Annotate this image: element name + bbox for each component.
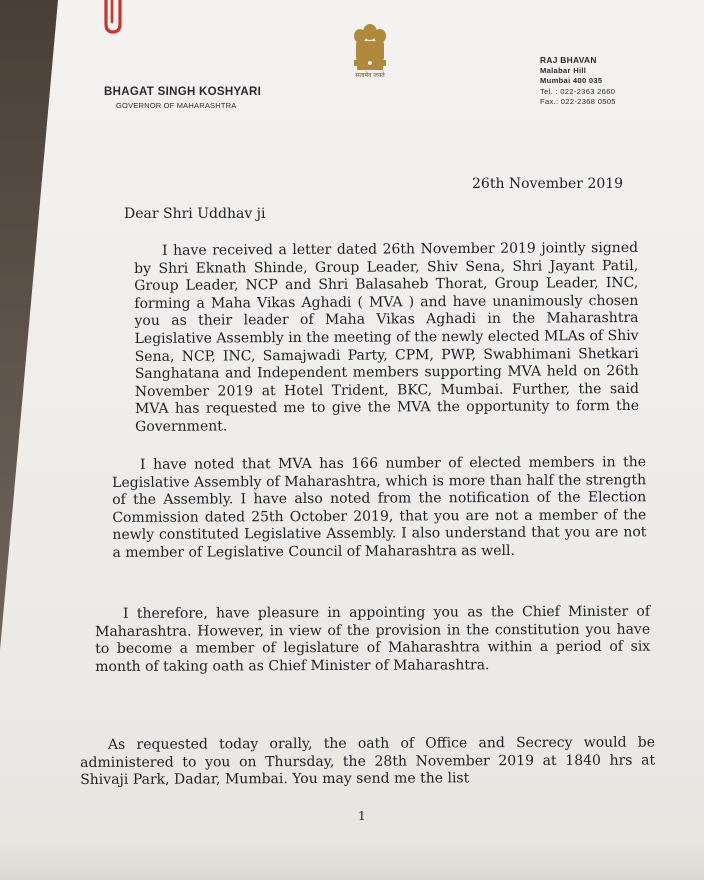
letter-date: 26th November 2019 [472, 176, 624, 192]
paperclip-icon [96, 0, 128, 34]
sender-name: BHAGAT SINGH KOSHYARI [104, 86, 262, 98]
telephone-line: Tel. : 022-2363 2660 [540, 86, 616, 96]
address-line: Malabar Hill [540, 65, 587, 75]
address-block [540, 55, 616, 108]
fax-line: Fax.: 022-2368 0505 [540, 97, 616, 106]
address-line: RAJ BHAVAN [540, 55, 597, 65]
salutation: Dear Shri Uddhav ji [124, 206, 266, 222]
paragraph-3: I therefore, have pleasure in appointing you as the Chief Minister of Maharashtra. However, in view of the provision in the constitution you have to become a member of legislature of Maharashtra within a period of six month of taking oath as Chief Minister of Maharashtra. [95, 603, 651, 675]
page-number: 1 [358, 809, 366, 823]
paragraph-4: As requested today orally, the oath of Office and Secrecy would be administered to you on Thursday, the 28th November 2019 at 1840 hrs at Shivaji Park, Dadar, Mumbai. You may send me the list [80, 734, 656, 789]
address-line: Mumbai 400 035 [540, 76, 603, 85]
paragraph-1: I have received a letter dated 26th November 2019 jointly signed by Shri Eknath Shinde, Group Leader, Shiv Sena, Shri Jayant Patil, Group Leader, NCP and Shri Balasaheb Thorat, Group Leader, INC, forming a Maha Vikas Aghadi ( MVA ) and have unanimously chosen you as their leader of Maha Vikas Aghadi in the Maharashtra Legislative Assembly in the meeting of the newly elected MLAs of Shiv Sena, NCP, INC, Samajwadi Party, CPM, PWP, Swabhimani Shetkari Sanghatana and Independent members supporting MVA held on 26th November 2019 at Hotel Trident, BKC, Mumbai. Further, the said MVA has requested me to give the MVA the opportunity to form the Government. [134, 239, 640, 435]
emblem-motto: सत्यमेव जयते [355, 72, 385, 79]
paragraph-2: I have noted that MVA has 166 number of elected members in the Legislative Assembly of Maharashtra, which is more than half the strength of the Assembly. I have also noted from the notification of the Election Commission dated 25th October 2019, that you are not a member of the newly constituted Legislative Assembly. I also understand that you are not a member of Legislative Council of Maharashtra as well. [112, 454, 647, 561]
sender-title: GOVERNOR OF MAHARASHTRA [116, 101, 237, 110]
